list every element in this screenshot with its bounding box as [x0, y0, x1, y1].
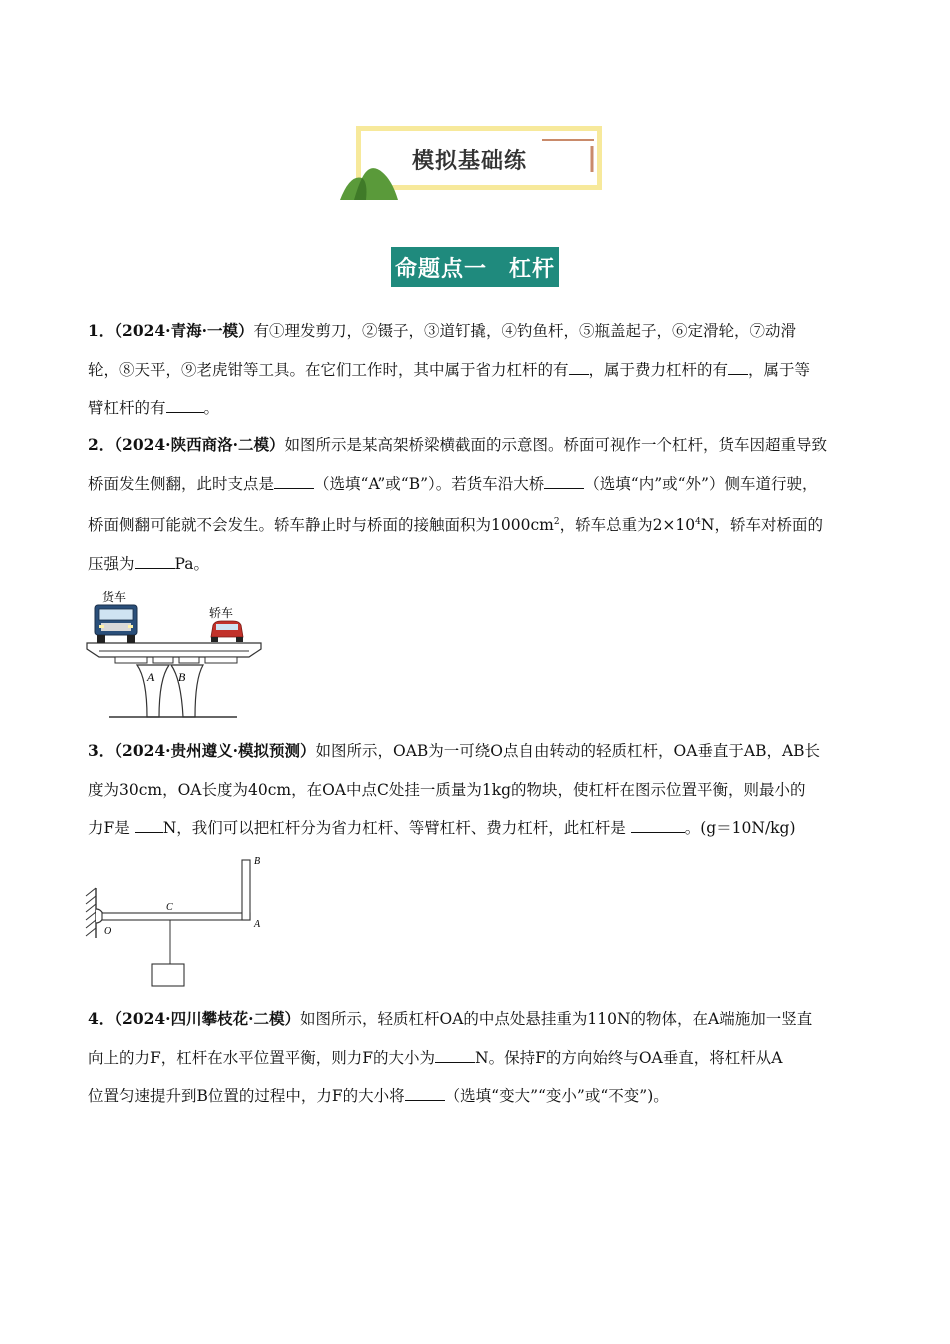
- question-line: [88, 809, 878, 848]
- deck-box: [179, 657, 199, 663]
- deck-box: [115, 657, 147, 663]
- lever-oa: [102, 913, 250, 920]
- question-source: （2024·贵州遵义·模拟预测）: [114, 741, 316, 760]
- question-number: 1．: [88, 321, 115, 340]
- question-line: [88, 389, 878, 428]
- truck-label: 货车: [102, 590, 127, 604]
- question-line: [88, 1039, 878, 1078]
- question-line: [88, 1077, 878, 1116]
- answer-blank[interactable]: [569, 358, 589, 375]
- question-text: 如图所示是某高架桥梁横截面的示意图。桥面可视作一个杠杆，货车因超重导致: [284, 436, 827, 454]
- question-text: 。(g＝10N/kg): [684, 819, 796, 837]
- question-text: N，我们可以把杠杆分为省力杠杆、等臂杠杆、费力杠杆，此杠杆是: [162, 819, 631, 837]
- hill-icon: [340, 160, 400, 200]
- point-label-b: B: [254, 856, 261, 867]
- question-source: （2024·四川攀枝花·二模）: [114, 1009, 300, 1028]
- question-3: [88, 732, 878, 848]
- superscript: 4: [695, 517, 701, 527]
- question-text: 桥面发生侧翻，此时支点是: [88, 474, 275, 493]
- question-text: 如图所示，轻质杠杆OA的中点处悬挂重为110N的物体，在A端施加一竖直: [299, 1010, 813, 1028]
- answer-blank[interactable]: [544, 472, 584, 489]
- truck-icon: [95, 605, 137, 643]
- question-line: [88, 771, 878, 810]
- question-text: 度为30cm，OA长度为40cm，在OA中点C处挂一质量为1kg的物块，使杠杆在图示位置平衡，则最小的: [88, 780, 806, 799]
- answer-blank[interactable]: [728, 358, 748, 375]
- question-text: 。: [203, 399, 220, 417]
- deck-box: [153, 657, 173, 663]
- question-number: 3．: [88, 741, 115, 760]
- hanging-block: [152, 964, 184, 986]
- superscript: 2: [553, 517, 560, 527]
- question-line: [88, 351, 878, 390]
- question-text: ，属于费力杠杆的有: [588, 360, 729, 379]
- question-text: N。保持F的方向始终与OA垂直，将杠杆从A: [475, 1048, 783, 1067]
- answer-blank[interactable]: [274, 472, 314, 489]
- question-2: [88, 426, 878, 583]
- answer-blank[interactable]: [405, 1084, 445, 1101]
- pivot-label-b: B: [178, 670, 186, 684]
- question-number: 2．: [88, 435, 115, 454]
- question-1: [88, 312, 878, 428]
- question-text: 有①理发剪刀，②镊子，③道钉撬，④钓鱼杆，⑤瓶盖起子，⑥定滑轮，⑦动滑: [253, 322, 796, 340]
- question-text: 向上的力F，杠杆在水平位置平衡，则力F的大小为: [88, 1048, 436, 1067]
- question-number: 4．: [88, 1009, 115, 1028]
- answer-blank[interactable]: [631, 816, 685, 833]
- question-text: 轮，⑧天平，⑨老虎钳等工具。在它们工作时，其中属于省力杠杆的有: [88, 360, 569, 379]
- lever-figure: [82, 852, 272, 992]
- question-line: [88, 465, 878, 504]
- question-line: [88, 1000, 878, 1039]
- question-text: 压强为: [88, 554, 135, 573]
- question-line: [88, 312, 878, 351]
- question-4: [88, 1000, 878, 1116]
- point-label-a: A: [254, 919, 261, 930]
- question-text: ，属于等: [748, 360, 811, 379]
- wall-hatching: [86, 888, 96, 936]
- answer-blank[interactable]: [435, 1046, 475, 1063]
- point-label-c: C: [166, 902, 173, 913]
- question-line: [88, 503, 878, 545]
- banner-decoration-icon: [540, 132, 600, 182]
- section-title-label: 命题点一: [394, 256, 487, 282]
- question-text: N，轿车对桥面的: [700, 516, 823, 535]
- lever-ab: [242, 860, 250, 920]
- section-title: [391, 247, 559, 287]
- question-text: 臂杠杆的有: [88, 399, 166, 417]
- question-text: Pa。: [174, 554, 209, 573]
- banner-title: 模拟基础练: [412, 149, 528, 174]
- point-label-o: O: [104, 926, 112, 937]
- answer-blank[interactable]: [135, 552, 175, 569]
- question-source: （2024·青海·一模）: [114, 321, 254, 340]
- question-line: [88, 426, 878, 465]
- question-text: 力F是: [88, 819, 135, 837]
- question-text: （选填“变大”“变小”或“不变”)。: [444, 1087, 669, 1105]
- car-label: 轿车: [209, 606, 234, 620]
- answer-blank[interactable]: [135, 816, 163, 833]
- question-text: 位置匀速提升到B位置的过程中，力F的大小将: [88, 1087, 405, 1105]
- section-title-topic: 杠杆: [509, 256, 556, 282]
- car-icon: [211, 621, 243, 642]
- question-text: （选填“A”或“B”）。若货车沿大桥: [314, 474, 545, 493]
- question-text: 如图所示，OAB为一可绕O点自由转动的轻质杠杆，OA垂直于AB，AB长: [315, 742, 821, 760]
- question-line: [88, 732, 878, 771]
- answer-blank[interactable]: [166, 396, 204, 413]
- question-text: （选填“内”或“外”）侧车道行驶，: [584, 474, 818, 493]
- section-banner: [340, 122, 610, 202]
- pivot-label-a: A: [147, 670, 155, 684]
- question-text: 桥面侧翻可能就不会发生。轿车静止时与桥面的接触面积为1000cm: [88, 516, 554, 535]
- bridge-deck: [87, 643, 261, 657]
- pier-right: [171, 665, 203, 717]
- deck-box: [205, 657, 237, 663]
- question-line: [88, 545, 878, 584]
- question-source: （2024·陕西商洛·二模）: [114, 435, 285, 454]
- bridge-figure: [85, 585, 265, 721]
- question-text: ，轿车总重为2×10: [559, 516, 696, 535]
